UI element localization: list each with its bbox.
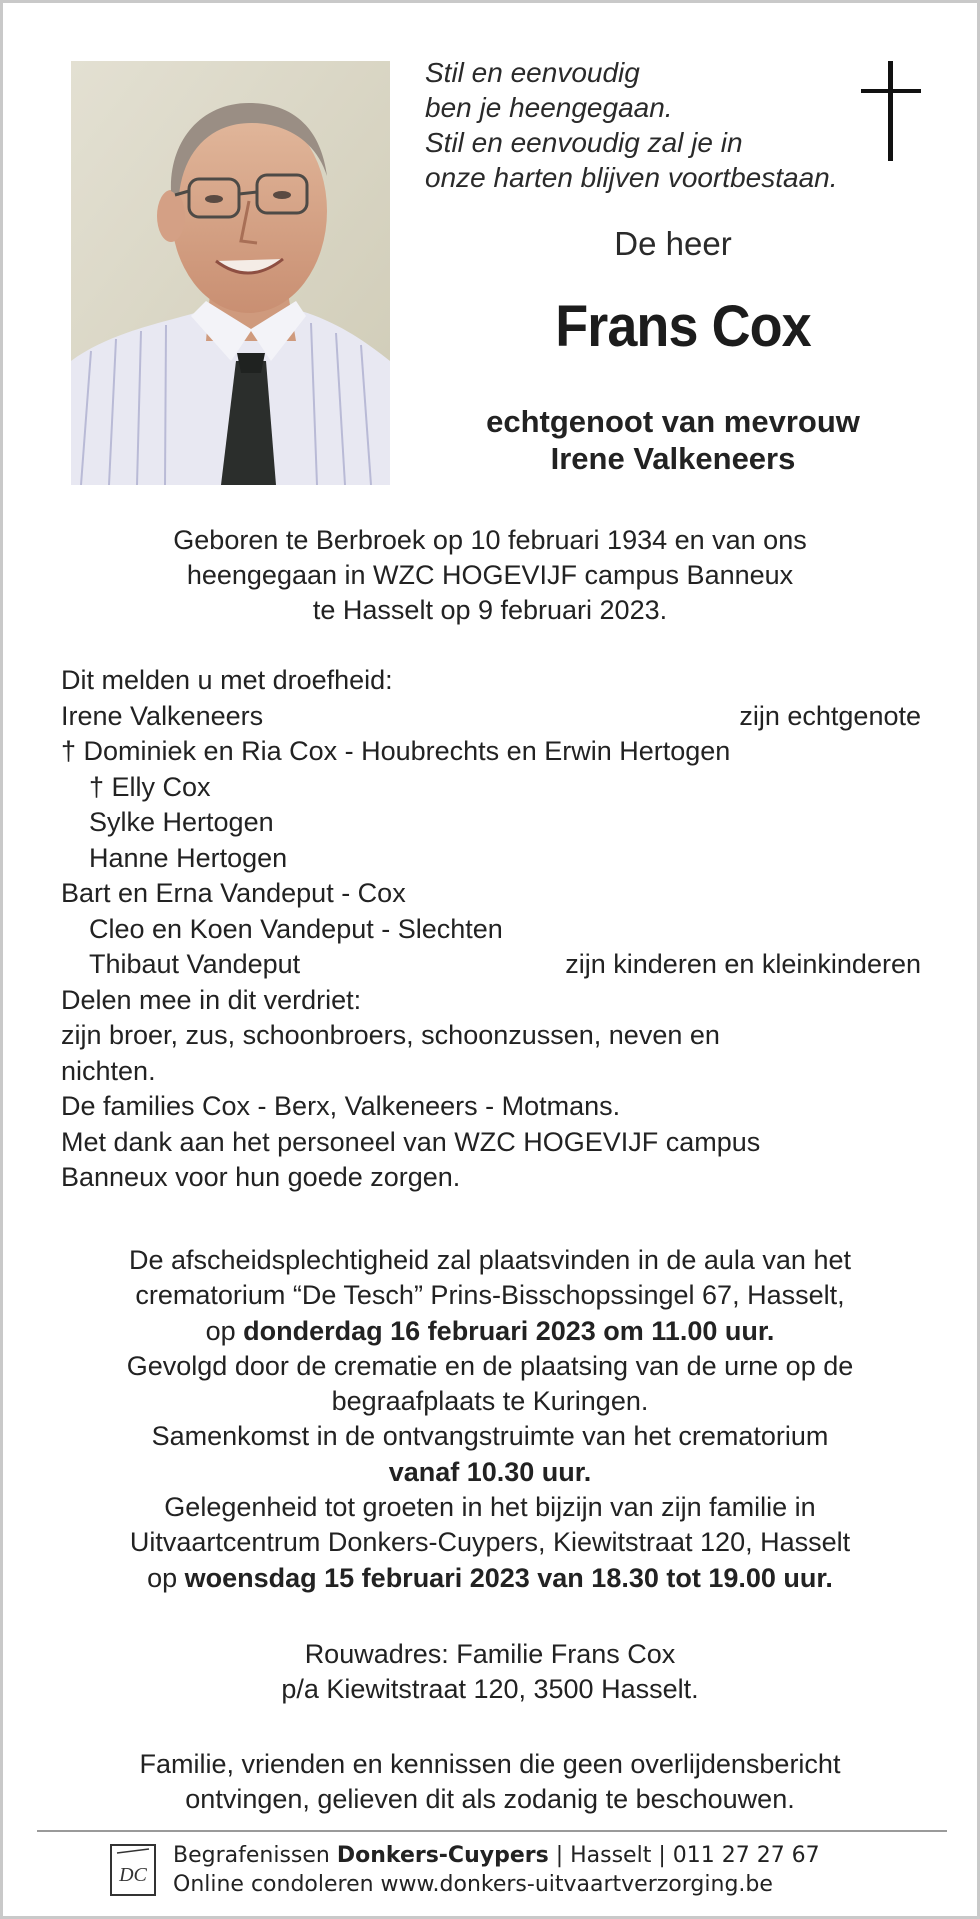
birth-death-info [43,523,937,628]
family-member: Sylke Hertogen [89,807,274,837]
visitation-prefix: op [147,1562,185,1593]
footer-website-line[interactable]: Online condoleren www.donkers-uitvaartverzorging.be [173,1872,773,1897]
spouse-name: Irene Valkeneers [550,441,796,476]
family-row [61,1089,921,1125]
family-row [61,841,921,877]
birth-line: heengegaan in WZC HOGEVIJF campus Banneux [186,560,794,590]
birth-line: te Hasselt op 9 februari 2023. [312,595,668,625]
ceremony-date: donderdag 16 februari 2023 om 11.00 uur. [243,1315,775,1346]
family-row [61,1160,921,1196]
poem-line: Stil en eenvoudig zal je in [425,127,743,158]
family-member: Irene Valkeneers [61,700,264,731]
footer-contact: | Hasselt | 011 27 27 67 [548,1843,820,1868]
honorific: De heer [614,225,732,262]
address-line: p/a Kiewitstraat 120, 3500 Hasselt. [281,1674,699,1704]
footer-prefix: Begrafenissen [173,1843,337,1868]
ceremony-line: crematorium “De Tesch” Prins-Bisschopssingel 67, Hasselt, [135,1280,845,1311]
family-member: Cleo en Koen Vandeput - Slechten [89,913,503,944]
poem-line: ben je heengegaan. [425,92,673,123]
family-text: nichten. [61,1055,156,1086]
family-text: Met dank aan het personeel van WZC HOGEVIJF campus [61,1126,761,1157]
ceremony-time-line [43,1455,937,1490]
family-text: Banneux voor hun goede zorgen. [61,1162,461,1192]
ceremony-info [43,1243,937,1596]
poem-line: onze harten blijven voortbestaan. [425,162,838,193]
birth-line: Geboren te Berbroek op 10 februari 1934 en van ons [173,525,807,555]
funeral-home-logo [109,1843,157,1897]
family-member: † Dominiek en Ria Cox - Houbrechts en Erwin Hertogen [61,736,731,766]
portrait-photo [71,61,390,485]
footer-line [173,1841,933,1870]
ceremony-prefix: op [205,1315,244,1346]
family-text: Delen mee in dit verdriet: [61,984,362,1015]
family-row [61,734,921,770]
gathering-time: vanaf 10.30 uur. [388,1456,592,1487]
poem-line: Stil en eenvoudig [425,57,640,88]
family-row [61,1018,921,1054]
family-text: De families Cox - Berx, Valkeneers - Motmans. [61,1091,621,1121]
closing-note [43,1747,937,1817]
family-member: Hanne Hertogen [89,842,288,873]
family-relation: zijn echtgenote [739,700,921,731]
ceremony-line: begraafplaats te Kuringen. [331,1386,649,1417]
family-row [61,1125,921,1161]
ceremony-line: Gelegenheid tot groeten in het bijzijn van zijn familie in [164,1492,816,1523]
family-row [61,983,921,1019]
note-line: Familie, vrienden en kennissen die geen overlijdensbericht [139,1749,841,1779]
family-text: zijn broer, zus, schoonbroers, schoonzussen, neven en [61,1020,720,1050]
family-row [61,770,921,806]
family-intro: Dit melden u met droefheid: [61,665,393,695]
family-row [61,1054,921,1090]
family-member: Thibaut Vandeput [89,949,301,979]
footer [173,1841,933,1899]
ceremony-date-line [43,1314,937,1349]
visitation-line [43,1561,937,1596]
note-line: ontvingen, gelieven dit als zodanig te beschouwen. [185,1784,795,1814]
ceremony-line: Gevolgd door de crematie en de plaatsing van de urne op de [126,1350,854,1381]
footer-divider [37,1830,947,1832]
ceremony-line: Uitvaartcentrum Donkers-Cuypers, Kiewitstraat 120, Hasselt [129,1527,851,1558]
visitation-date: woensdag 15 februari 2023 van 18.30 tot 19.00 uur. [184,1562,833,1593]
ceremony-line: Samenkomst in de ontvangstruimte van het crematorium [151,1421,829,1452]
family-member: † Elly Cox [89,771,211,802]
ceremony-line: De afscheidsplechtigheid zal plaatsvinden in de aula van het [129,1245,851,1275]
address-line: Rouwadres: Familie Frans Cox [304,1639,676,1669]
family-relation: zijn kinderen en kleinkinderen [565,949,921,979]
poem [425,55,925,195]
family-row [61,912,921,948]
mourning-address [43,1637,937,1707]
logo-lettering: DC [119,1864,147,1886]
spouse-block [423,403,923,477]
family-member: Bart en Erna Vandeput - Cox [61,878,406,908]
family-row [61,947,921,983]
deceased-name: Frans Cox [555,294,811,359]
family-row [61,699,921,735]
family-row [61,805,921,841]
spouse-line: echtgenoot van mevrouw [486,404,860,439]
family-row [61,876,921,912]
funeral-home-name: Donkers-Cuypers [336,1843,549,1868]
cross-icon [861,61,921,161]
family-list [61,663,921,1196]
